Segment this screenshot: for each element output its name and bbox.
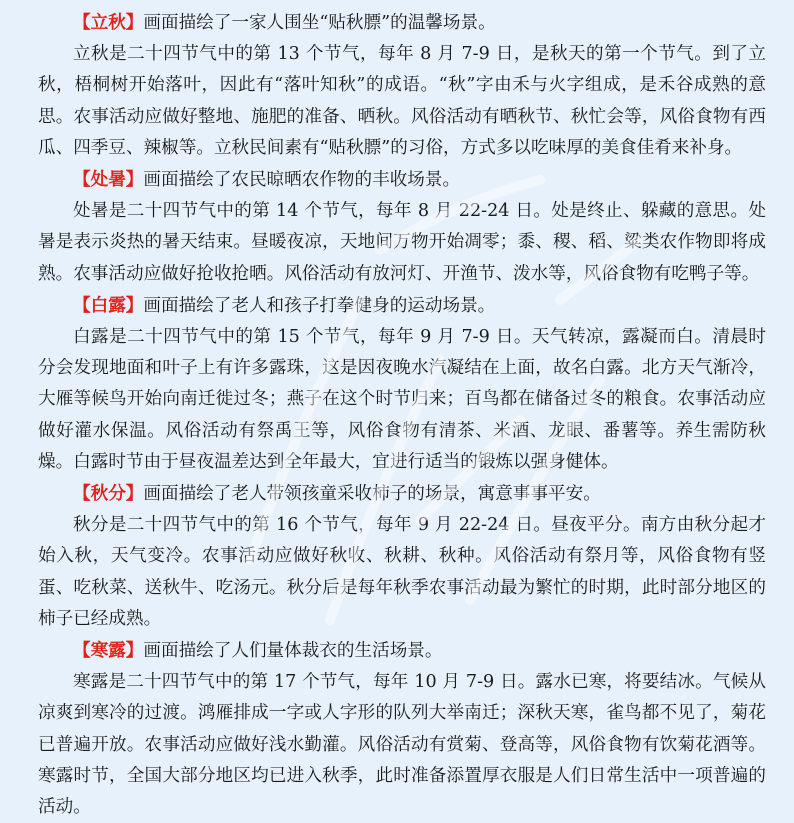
scene-caption: 画面描绘了人们量体裁衣的生活场景。 [143, 641, 443, 662]
term-tag: 【白露】 [73, 294, 144, 316]
section-chushu [38, 164, 766, 290]
scene-caption: 画面描绘了农民晾晒农作物的丰收场景。 [143, 170, 461, 191]
section-body: 秋分是二十四节气中的第 16 个节气，每年 9 月 22-24 日。昼夜平分。南方由秋分起才始入秋，天气变冷。农事活动应做好秋收、秋耕、秋种。风俗活动有祭月等，风俗食物有竖蛋、吃秋菜、送秋牛、吃汤元。秋分后是每年秋季农事活动最为繁忙的时期，此时部分地区的柿子已经成熟。 [38, 515, 766, 629]
section-liqiu [38, 7, 766, 164]
scene-caption: 画面描绘了一家人围坐“贴秋膘”的温馨场景。 [143, 13, 496, 33]
section-heading [38, 7, 766, 39]
section-body: 立秋是二十四节气中的第 13 个节气，每年 8 月 7-9 日，是秋天的第一个节气。到了立秋，梧桐树开始落叶，因此有“落叶知秋”的成语。“秋”字由禾与火字组成，是禾谷成熟的意思。农事活动应做好整地、施肥的准备、晒秋。风俗活动有晒秋节、秋忙会等，风俗食物有西瓜、四季豆、辣椒等。立秋民间素有“贴秋膘”的习俗，方式多以吃味厚的美食佳肴来补身。 [38, 44, 766, 158]
section-bailu [38, 290, 766, 478]
section-hanlu [38, 635, 766, 823]
term-tag: 【秋分】 [73, 483, 144, 505]
section-body: 处暑是二十四节气中的第 14 个节气，每年 8 月 22-24 日。处是终止、躲藏的意思。处暑是表示炎热的暑天结束。昼暖夜凉，天地间万物开始凋零；黍、稷、稻、粱类农作物即将成熟。农事活动应做好抢收抢晒。风俗活动有放河灯、开渔节、泼水等，风俗食物有吃鸭子等。 [38, 201, 766, 284]
term-tag: 【立秋】 [73, 12, 144, 33]
section-qiufen [38, 478, 766, 635]
section-body: 寒露是二十四节气中的第 17 个节气，每年 10 月 7-9 日。露水已寒，将要结冰。气候从凉爽到寒冷的过渡。鸿雁排成一字或人字形的队列大举南迁；深秋天寒，雀鸟都不见了，菊花已普遍开放。农事活动应做好浅水勤灌。风俗活动有赏菊、登高等，风俗食物有饮菊花酒等。寒露时节，全国大部分地区均已进入秋季，此时准备添置厚衣服是人们日常生活中一项普遍的活动。 [38, 672, 766, 818]
term-tag: 【寒露】 [73, 640, 144, 662]
section-heading [38, 164, 766, 196]
section-body: 白露是二十四节气中的第 15 个节气，每年 9 月 7-9 日。天气转凉，露凝而白。清晨时分会发现地面和叶子上有许多露珠，这是因夜晚水汽凝结在上面，故名白露。北方天气渐冷，大雁等候鸟开始向南迁徙过冬；燕子在这个时节归来；百鸟都在储备过冬的粮食。农事活动应做好灌水保温。风俗活动有祭禹王等，风俗食物有清茶、米酒、龙眼、番薯等。养生需防秋燥。白露时节由于昼夜温差达到全年最大，宜进行适当的锻炼以强身健体。 [38, 327, 766, 472]
term-tag: 【处暑】 [73, 169, 144, 191]
section-heading [38, 478, 766, 510]
scene-caption: 画面描绘了老人和孩子打拳健身的运动场景。 [143, 295, 496, 316]
scene-caption: 画面描绘了老人带领孩童采收柿子的场景，寓意事事平安。 [143, 484, 601, 505]
section-heading [38, 635, 766, 667]
section-heading [38, 290, 766, 322]
